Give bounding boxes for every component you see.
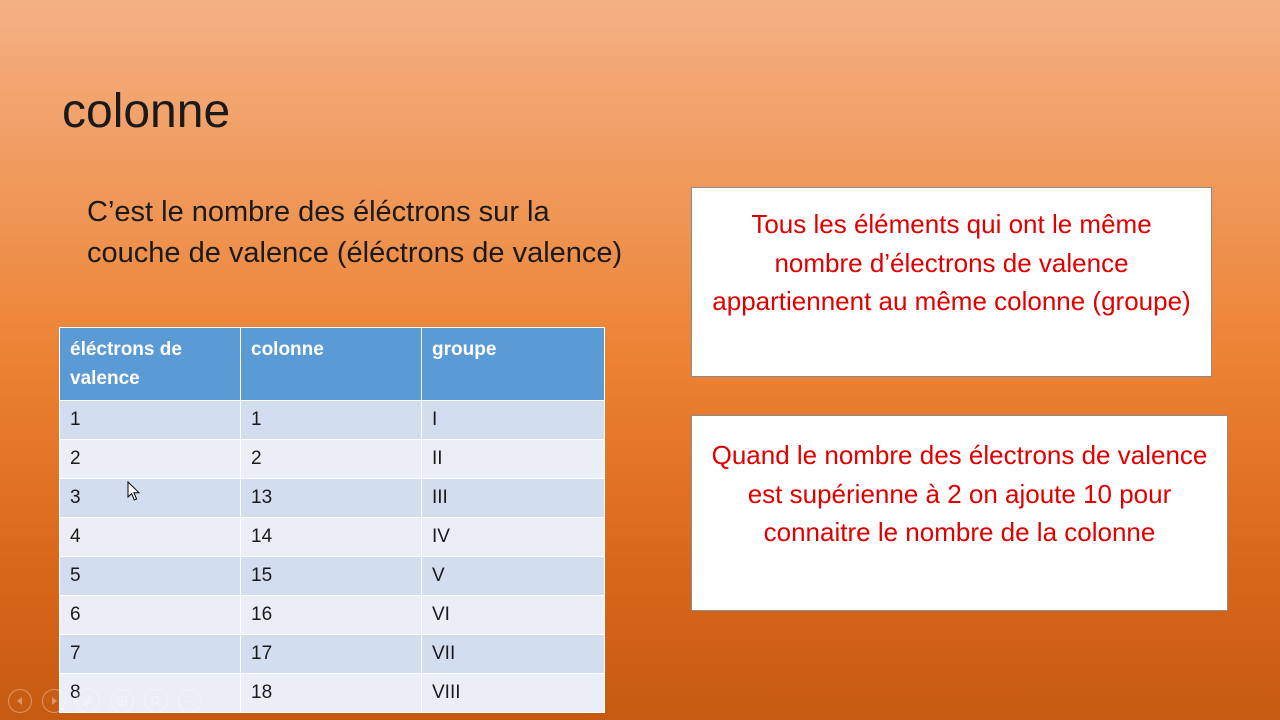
table-cell: I — [422, 401, 605, 440]
table-cell: 6 — [60, 596, 241, 635]
slideshow-controls — [8, 689, 202, 713]
table-cell: 3 — [60, 479, 241, 518]
table-cell: 7 — [60, 635, 241, 674]
header-valence-electrons: éléctrons de valence — [60, 328, 241, 401]
pen-icon[interactable] — [76, 689, 100, 713]
table-cell: 1 — [60, 401, 241, 440]
table-row — [60, 557, 605, 596]
header-group: groupe — [422, 328, 605, 401]
table-cell: VIII — [422, 674, 605, 713]
table-cell: V — [422, 557, 605, 596]
valence-table — [59, 327, 605, 713]
table-cell: 4 — [60, 518, 241, 557]
mouse-pointer-icon — [127, 481, 141, 502]
table-cell: 5 — [60, 557, 241, 596]
table-row — [60, 635, 605, 674]
slides-icon[interactable] — [110, 689, 134, 713]
table-cell: IV — [422, 518, 605, 557]
table-cell: VI — [422, 596, 605, 635]
table-cell: 16 — [241, 596, 422, 635]
table-cell: 18 — [241, 674, 422, 713]
table-cell: III — [422, 479, 605, 518]
table-row — [60, 440, 605, 479]
table-cell: 2 — [60, 440, 241, 479]
table-row — [60, 479, 605, 518]
slide-body-text: C’est le nombre des éléctrons sur la couche de valence (éléctrons de valence) — [87, 196, 623, 269]
table-row — [60, 401, 605, 440]
next-icon[interactable] — [42, 689, 66, 713]
table-cell: 8 — [60, 674, 241, 713]
table-cell: 1 — [241, 401, 422, 440]
table-cell: 14 — [241, 518, 422, 557]
table-cell: 13 — [241, 479, 422, 518]
slide-title: colonne — [62, 85, 231, 138]
table-cell: 17 — [241, 635, 422, 674]
note-box-add-ten: Quand le nombre des électrons de valence est supérienne à 2 on ajoute 10 pour connaitre le nombre de la colonne — [691, 415, 1228, 611]
table-cell: VII — [422, 635, 605, 674]
table-cell: 15 — [241, 557, 422, 596]
previous-icon[interactable] — [8, 689, 32, 713]
table-header-row — [60, 328, 605, 401]
more-icon[interactable] — [178, 689, 202, 713]
note-box-same-column: Tous les éléments qui ont le même nombre d’électrons de valence appartiennent au même colonne (groupe) — [691, 187, 1212, 377]
table-row — [60, 596, 605, 635]
header-column: colonne — [241, 328, 422, 401]
zoom-icon[interactable] — [144, 689, 168, 713]
table-cell: 2 — [241, 440, 422, 479]
table-cell: II — [422, 440, 605, 479]
table-row — [60, 518, 605, 557]
